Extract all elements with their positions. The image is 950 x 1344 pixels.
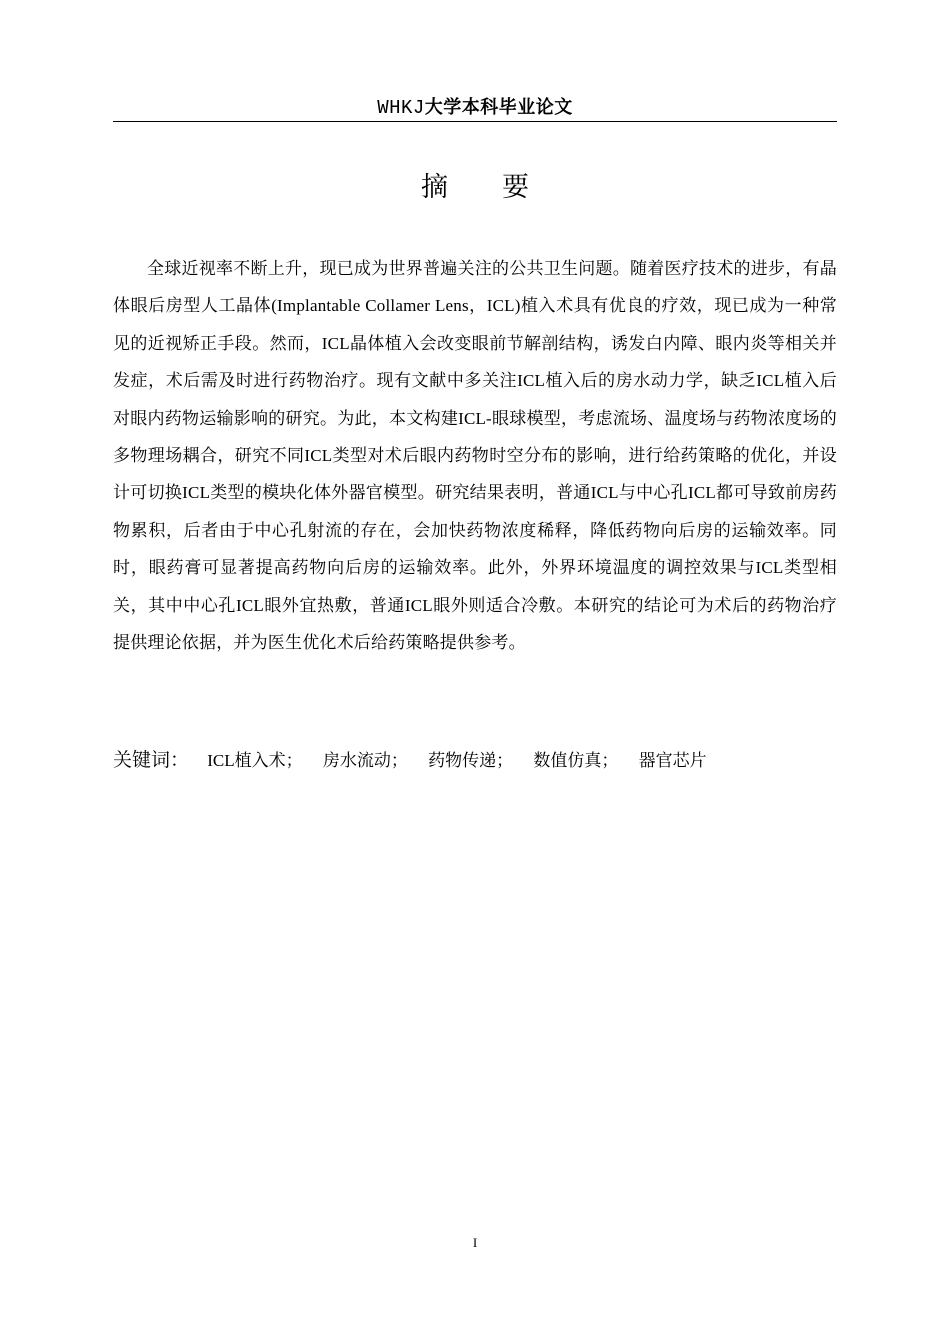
header-brand: WHKJ [377, 97, 425, 119]
keyword-item: 房水流动； [322, 751, 408, 770]
keywords-line [113, 745, 837, 776]
page-title [113, 170, 837, 206]
abstract-paragraph: 全球近视率不断上升，现已成为世界普遍关注的公共卫生问题。随着医疗技术的进步，有晶体眼后房型人工晶体(Implantable Collamer Lens，ICL)植入术具有优良的疗效，现已成为一种常见的近视矫正手段。然而，ICL晶体植入会改变眼前节解剖结构，诱发白内障、眼内炎等相关并发症，术后需及时进行药物治疗。现有文献中多关注ICL植入后的房水动力学，缺乏ICL植入后对眼内药物运输影响的研究。为此，本文构建ICL-眼球模型，考虑流场、温度场与药物浓度场的多物理场耦合，研究不同ICL类型对术后眼内药物时空分布的影响，进行给药策略的优化，并设计可切换ICL类型的模块化体外器官模型。研究结果表明，普通ICL与中心孔ICL都可导致前房药物累积，后者由于中心孔射流的存在，会加快药物浓度稀释，降低药物向后房的运输效率。同时，眼药膏可显著提高药物向后房的运输效率。此外，外界环境温度的调控效果与ICL类型相关，其中中心孔ICL眼外宜热敷，普通ICL眼外则适合冷敷。本研究的结论可为术后的药物治疗提供理论依据，并为医生优化术后给药策略提供参考。 [113, 259, 837, 653]
header-school-line: 大学本科毕业论文 [424, 97, 573, 118]
title-char-2: 要 [502, 172, 529, 203]
keyword-item: 器官芯片 [638, 751, 707, 770]
title-char-1: 摘 [421, 172, 448, 203]
running-header [113, 94, 837, 121]
page-number: I [472, 1235, 478, 1250]
keyword-item: 药物传递； [428, 751, 514, 770]
keywords-label: 关键词： [113, 749, 190, 771]
header-rule [113, 121, 837, 122]
keyword-item: ICL植入术； [207, 751, 303, 770]
keyword-item: 数值仿真； [533, 751, 619, 770]
